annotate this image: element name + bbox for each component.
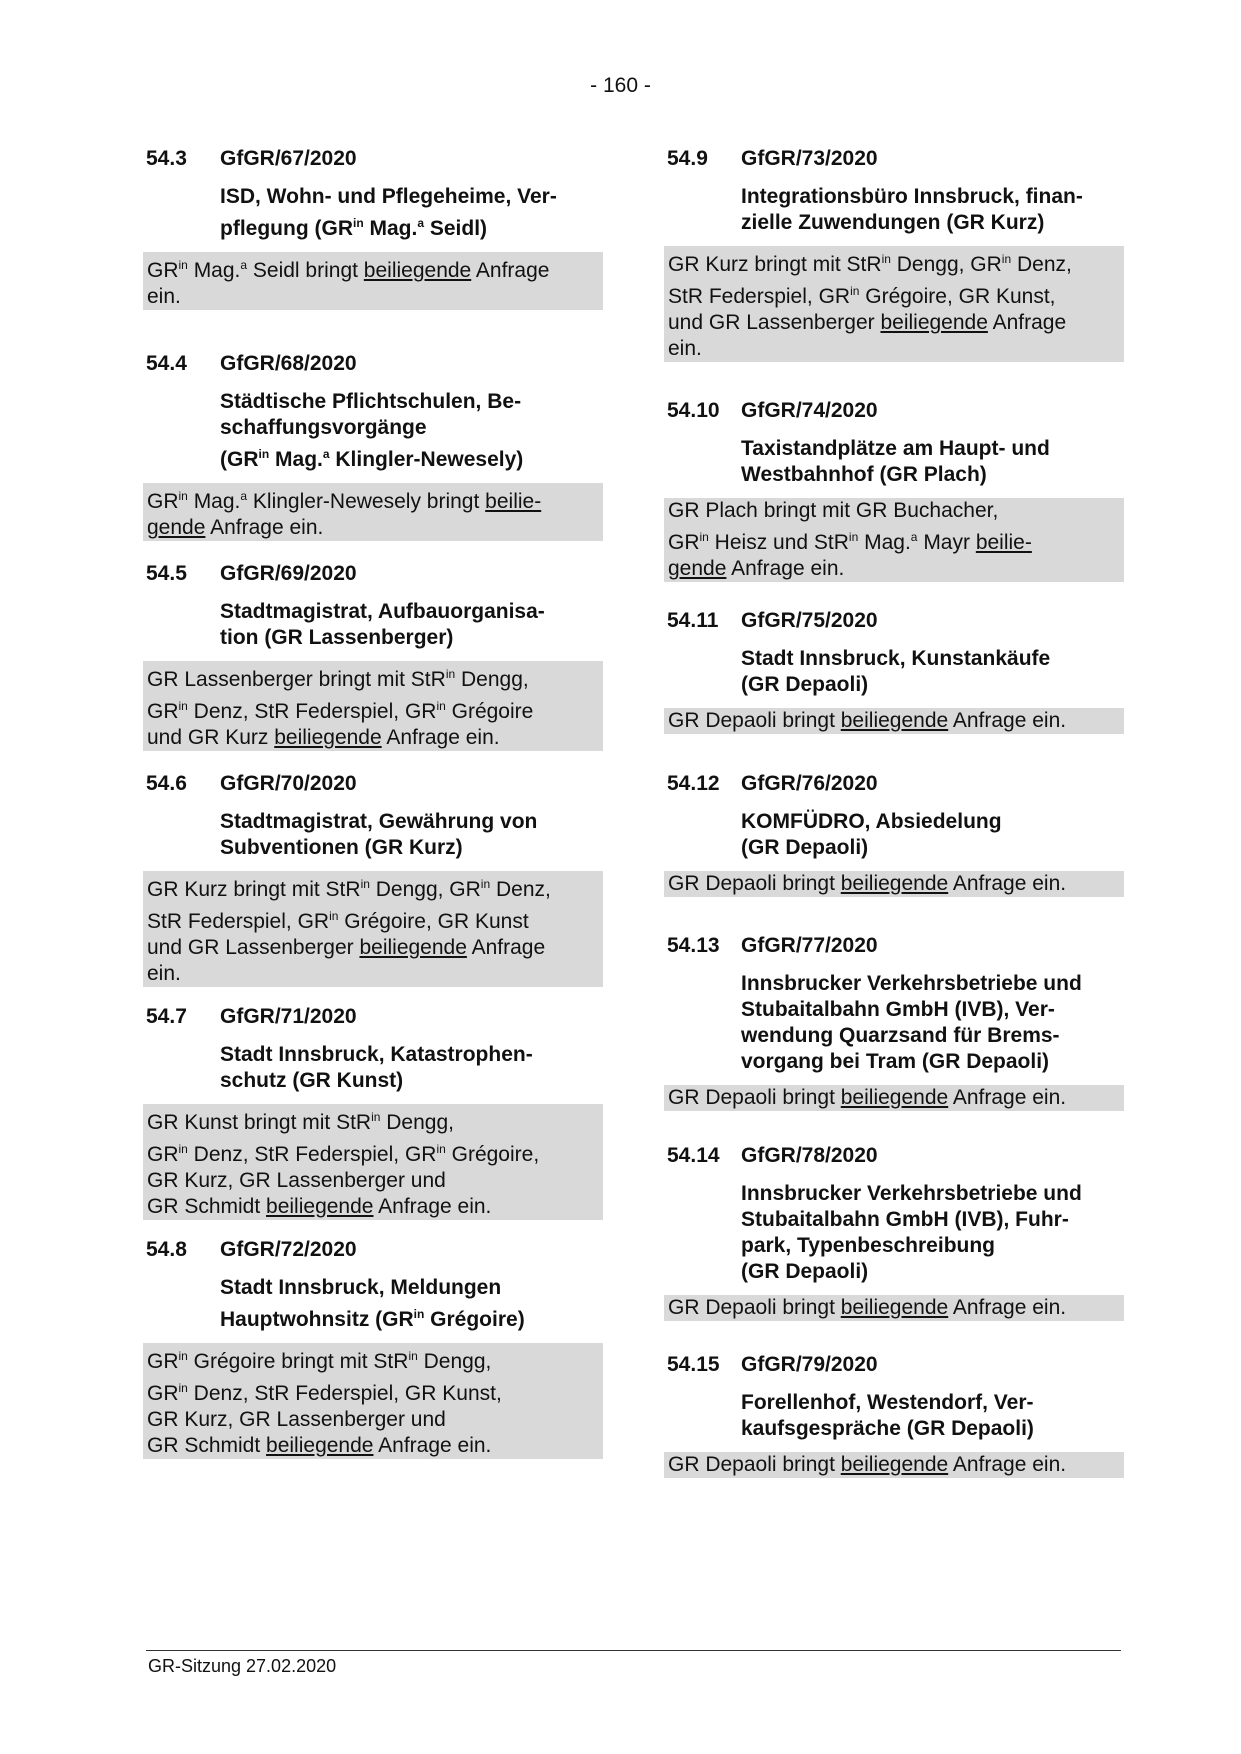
item-heading [667, 1352, 1124, 1378]
item-body-line: GR Schmidt beiliegende Anfrage ein. [147, 1434, 492, 1457]
item-number: 54.15 [667, 1353, 720, 1376]
item-title-line: Städtische Pflichtschulen, Be- [220, 390, 522, 413]
item-body-line: $GR^{in}$ Denz, StR Federspiel, GR Kunst, [147, 1381, 502, 1405]
item-title-line: Westbahnhof (GR Plach) [741, 463, 987, 486]
item-heading [667, 1143, 1124, 1169]
item-reference: GfGR/67/2020 [220, 147, 357, 170]
item-title-line: pflegung ($GR^{in}$ Mag.$^a$ Seidl) [220, 216, 488, 240]
item-title-line: park, Typenbeschreibung [741, 1234, 995, 1257]
item-body [143, 1104, 603, 1220]
item-number: 54.10 [667, 399, 720, 422]
item-body-line: GR Schmidt beiliegende Anfrage ein. [147, 1195, 492, 1218]
item-number: 54.11 [667, 609, 719, 632]
item-body-line: gende Anfrage ein. [147, 516, 324, 539]
item-number: 54.8 [146, 1238, 187, 1261]
item-body [143, 252, 603, 310]
item-reference: GfGR/72/2020 [220, 1238, 357, 1261]
item-title-line: ($GR^{in}$ Mag.$^a$ Klingler-Newesely) [220, 447, 524, 471]
item-title-line: kaufsgespräche (GR Depaoli) [741, 1417, 1034, 1440]
item-title-line: wendung Quarzsand für Brems- [741, 1024, 1060, 1047]
agenda-item [667, 398, 1124, 582]
item-body-line: GR Kunst bringt mit StR$^{in}$ Dengg, [147, 1110, 454, 1134]
item-title-line: Stadt Innsbruck, Meldungen [220, 1276, 502, 1299]
item-title [220, 1042, 603, 1094]
item-title-line: Forellenhof, Westendorf, Ver- [741, 1391, 1034, 1414]
item-body [664, 246, 1124, 362]
item-title-line: Hauptwohnsitz ($GR^{in}$ Grégoire) [220, 1307, 525, 1331]
agenda-item [667, 1143, 1124, 1321]
item-title-line: Taxistandplätze am Haupt- und [741, 437, 1050, 460]
item-title-line: Stubaitalbahn GmbH (IVB), Ver- [741, 998, 1055, 1021]
agenda-item [146, 146, 603, 310]
item-body-line: ein. [147, 962, 181, 985]
item-body-line: GR Depaoli bringt beiliegende Anfrage ein. [668, 1086, 1067, 1109]
item-body-line: GR Depaoli bringt beiliegende Anfrage ein. [668, 872, 1067, 895]
page-number: - 160 - [590, 74, 651, 97]
item-heading [146, 771, 603, 797]
item-title-line: (GR Depaoli) [741, 836, 869, 859]
item-title-line: KOMFÜDRO, Absiedelung [741, 810, 1002, 833]
item-body-line: GR Depaoli bringt beiliegende Anfrage ein. [668, 709, 1067, 732]
item-body-line: $GR^{in}$ Grégoire bringt mit StR$^{in}$ Dengg, [147, 1349, 492, 1373]
item-body [143, 661, 603, 751]
item-reference: GfGR/74/2020 [741, 399, 878, 422]
item-body-line: GR Depaoli bringt beiliegende Anfrage ein. [668, 1453, 1067, 1476]
agenda-item [146, 1004, 603, 1220]
item-reference: GfGR/70/2020 [220, 772, 357, 795]
item-body [664, 708, 1124, 734]
item-reference: GfGR/78/2020 [741, 1144, 878, 1167]
item-body [143, 483, 603, 541]
item-reference: GfGR/76/2020 [741, 772, 878, 795]
item-title [741, 436, 1124, 488]
item-title-line: Integrationsbüro Innsbruck, finan- [741, 185, 1083, 208]
item-title-line: Stadtmagistrat, Aufbauorganisa- [220, 600, 545, 623]
item-body-line: und GR Lassenberger beiliegende Anfrage [668, 311, 1067, 334]
item-number: 54.3 [146, 147, 187, 170]
item-title-line: zielle Zuwendungen (GR Kurz) [741, 211, 1045, 234]
item-body-line: $GR^{in}$ Mag.$^a$ Klingler-Newesely bringt beilie- [147, 489, 542, 513]
item-title-line: (GR Depaoli) [741, 673, 869, 696]
item-body [664, 871, 1124, 897]
item-title [741, 184, 1124, 236]
footer-divider [146, 1650, 1121, 1651]
item-body [664, 1085, 1124, 1111]
item-title [220, 809, 603, 861]
item-title [220, 184, 603, 242]
item-body [143, 1343, 603, 1459]
item-title [741, 1181, 1124, 1285]
item-reference: GfGR/73/2020 [741, 147, 878, 170]
item-title-line: vorgang bei Tram (GR Depaoli) [741, 1050, 1050, 1073]
item-body [664, 1452, 1124, 1478]
item-body-line: $GR^{in}$ Heisz und StR$^{in}$ Mag.$^a$ Mayr beilie- [668, 530, 1032, 554]
item-title-line: ISD, Wohn- und Pflegeheime, Ver- [220, 185, 557, 208]
item-title [220, 389, 603, 473]
item-body-line: ein. [668, 337, 702, 360]
item-title [741, 646, 1124, 698]
item-title [741, 1390, 1124, 1442]
item-body-line: GR Plach bringt mit GR Buchacher, [668, 499, 999, 522]
item-reference: GfGR/77/2020 [741, 934, 878, 957]
item-heading [667, 398, 1124, 424]
item-title-line: Stadtmagistrat, Gewährung von [220, 810, 538, 833]
item-heading [146, 1237, 603, 1263]
item-number: 54.13 [667, 934, 720, 957]
item-heading [146, 351, 603, 377]
item-body-line: ein. [147, 285, 181, 308]
item-heading [146, 146, 603, 172]
item-heading [667, 146, 1124, 172]
item-title-line: (GR Depaoli) [741, 1260, 869, 1283]
item-number: 54.5 [146, 562, 187, 585]
item-reference: GfGR/68/2020 [220, 352, 357, 375]
item-reference: GfGR/71/2020 [220, 1005, 357, 1028]
agenda-item [667, 146, 1124, 362]
item-body-line: GR Kurz bringt mit StR$^{in}$ Dengg, $GR^{in}$ Denz, [668, 252, 1072, 276]
item-title-line: Innsbrucker Verkehrsbetriebe und [741, 1182, 1082, 1205]
item-title-line: schaffungsvorgänge [220, 416, 427, 439]
item-number: 54.4 [146, 352, 187, 375]
item-body-line: GR Kurz, GR Lassenberger und [147, 1169, 446, 1192]
item-body-line: $GR^{in}$ Mag.$^a$ Seidl bringt beiliegende Anfrage [147, 258, 550, 282]
agenda-item [146, 561, 603, 751]
item-heading [667, 933, 1124, 959]
item-title-line: Stubaitalbahn GmbH (IVB), Fuhr- [741, 1208, 1069, 1231]
item-body-line: und GR Kurz beiliegende Anfrage ein. [147, 726, 500, 749]
item-heading [146, 1004, 603, 1030]
item-title [220, 1275, 603, 1333]
item-body-line: gende Anfrage ein. [668, 557, 845, 580]
agenda-item [146, 351, 603, 541]
item-number: 54.9 [667, 147, 708, 170]
item-title-line: Subventionen (GR Kurz) [220, 836, 463, 859]
item-title-line: schutz (GR Kunst) [220, 1069, 404, 1092]
item-title [220, 599, 603, 651]
item-body-line: GR Depaoli bringt beiliegende Anfrage ein. [668, 1296, 1067, 1319]
item-title-line: Innsbrucker Verkehrsbetriebe und [741, 972, 1082, 995]
item-number: 54.12 [667, 772, 720, 795]
agenda-item [667, 608, 1124, 734]
item-reference: GfGR/79/2020 [741, 1353, 878, 1376]
item-title [741, 809, 1124, 861]
item-body-line: StR Federspiel, $GR^{in}$ Grégoire, GR Kunst [147, 909, 529, 933]
agenda-item [667, 933, 1124, 1111]
footer-text: GR-Sitzung 27.02.2020 [148, 1656, 337, 1676]
item-body-line: $GR^{in}$ Denz, StR Federspiel, $GR^{in}$ Grégoire [147, 699, 534, 723]
item-number: 54.7 [146, 1005, 187, 1028]
item-body-line: GR Kurz bringt mit StR$^{in}$ Dengg, $GR^{in}$ Denz, [147, 877, 551, 901]
item-title-line: Stadt Innsbruck, Kunstankäufe [741, 647, 1051, 670]
item-body [664, 498, 1124, 582]
item-body [664, 1295, 1124, 1321]
agenda-item [146, 771, 603, 987]
item-number: 54.6 [146, 772, 187, 795]
item-body-line: und GR Lassenberger beiliegende Anfrage [147, 936, 546, 959]
item-heading [667, 608, 1124, 634]
item-title-line: tion (GR Lassenberger) [220, 626, 454, 649]
agenda-item [667, 771, 1124, 897]
item-body-line: GR Lassenberger bringt mit StR$^{in}$ Dengg, [147, 667, 529, 691]
item-heading [667, 771, 1124, 797]
item-heading [146, 561, 603, 587]
item-number: 54.14 [667, 1144, 720, 1167]
item-body-line: $GR^{in}$ Denz, StR Federspiel, $GR^{in}$ Grégoire, [147, 1142, 540, 1166]
item-body [143, 871, 603, 987]
agenda-item [667, 1352, 1124, 1478]
item-reference: GfGR/69/2020 [220, 562, 357, 585]
item-body-line: StR Federspiel, $GR^{in}$ Grégoire, GR Kunst, [668, 284, 1056, 308]
item-title-line: Stadt Innsbruck, Katastrophen- [220, 1043, 533, 1066]
item-reference: GfGR/75/2020 [741, 609, 878, 632]
item-body-line: GR Kurz, GR Lassenberger und [147, 1408, 446, 1431]
item-title [741, 971, 1124, 1075]
agenda-item [146, 1237, 603, 1459]
